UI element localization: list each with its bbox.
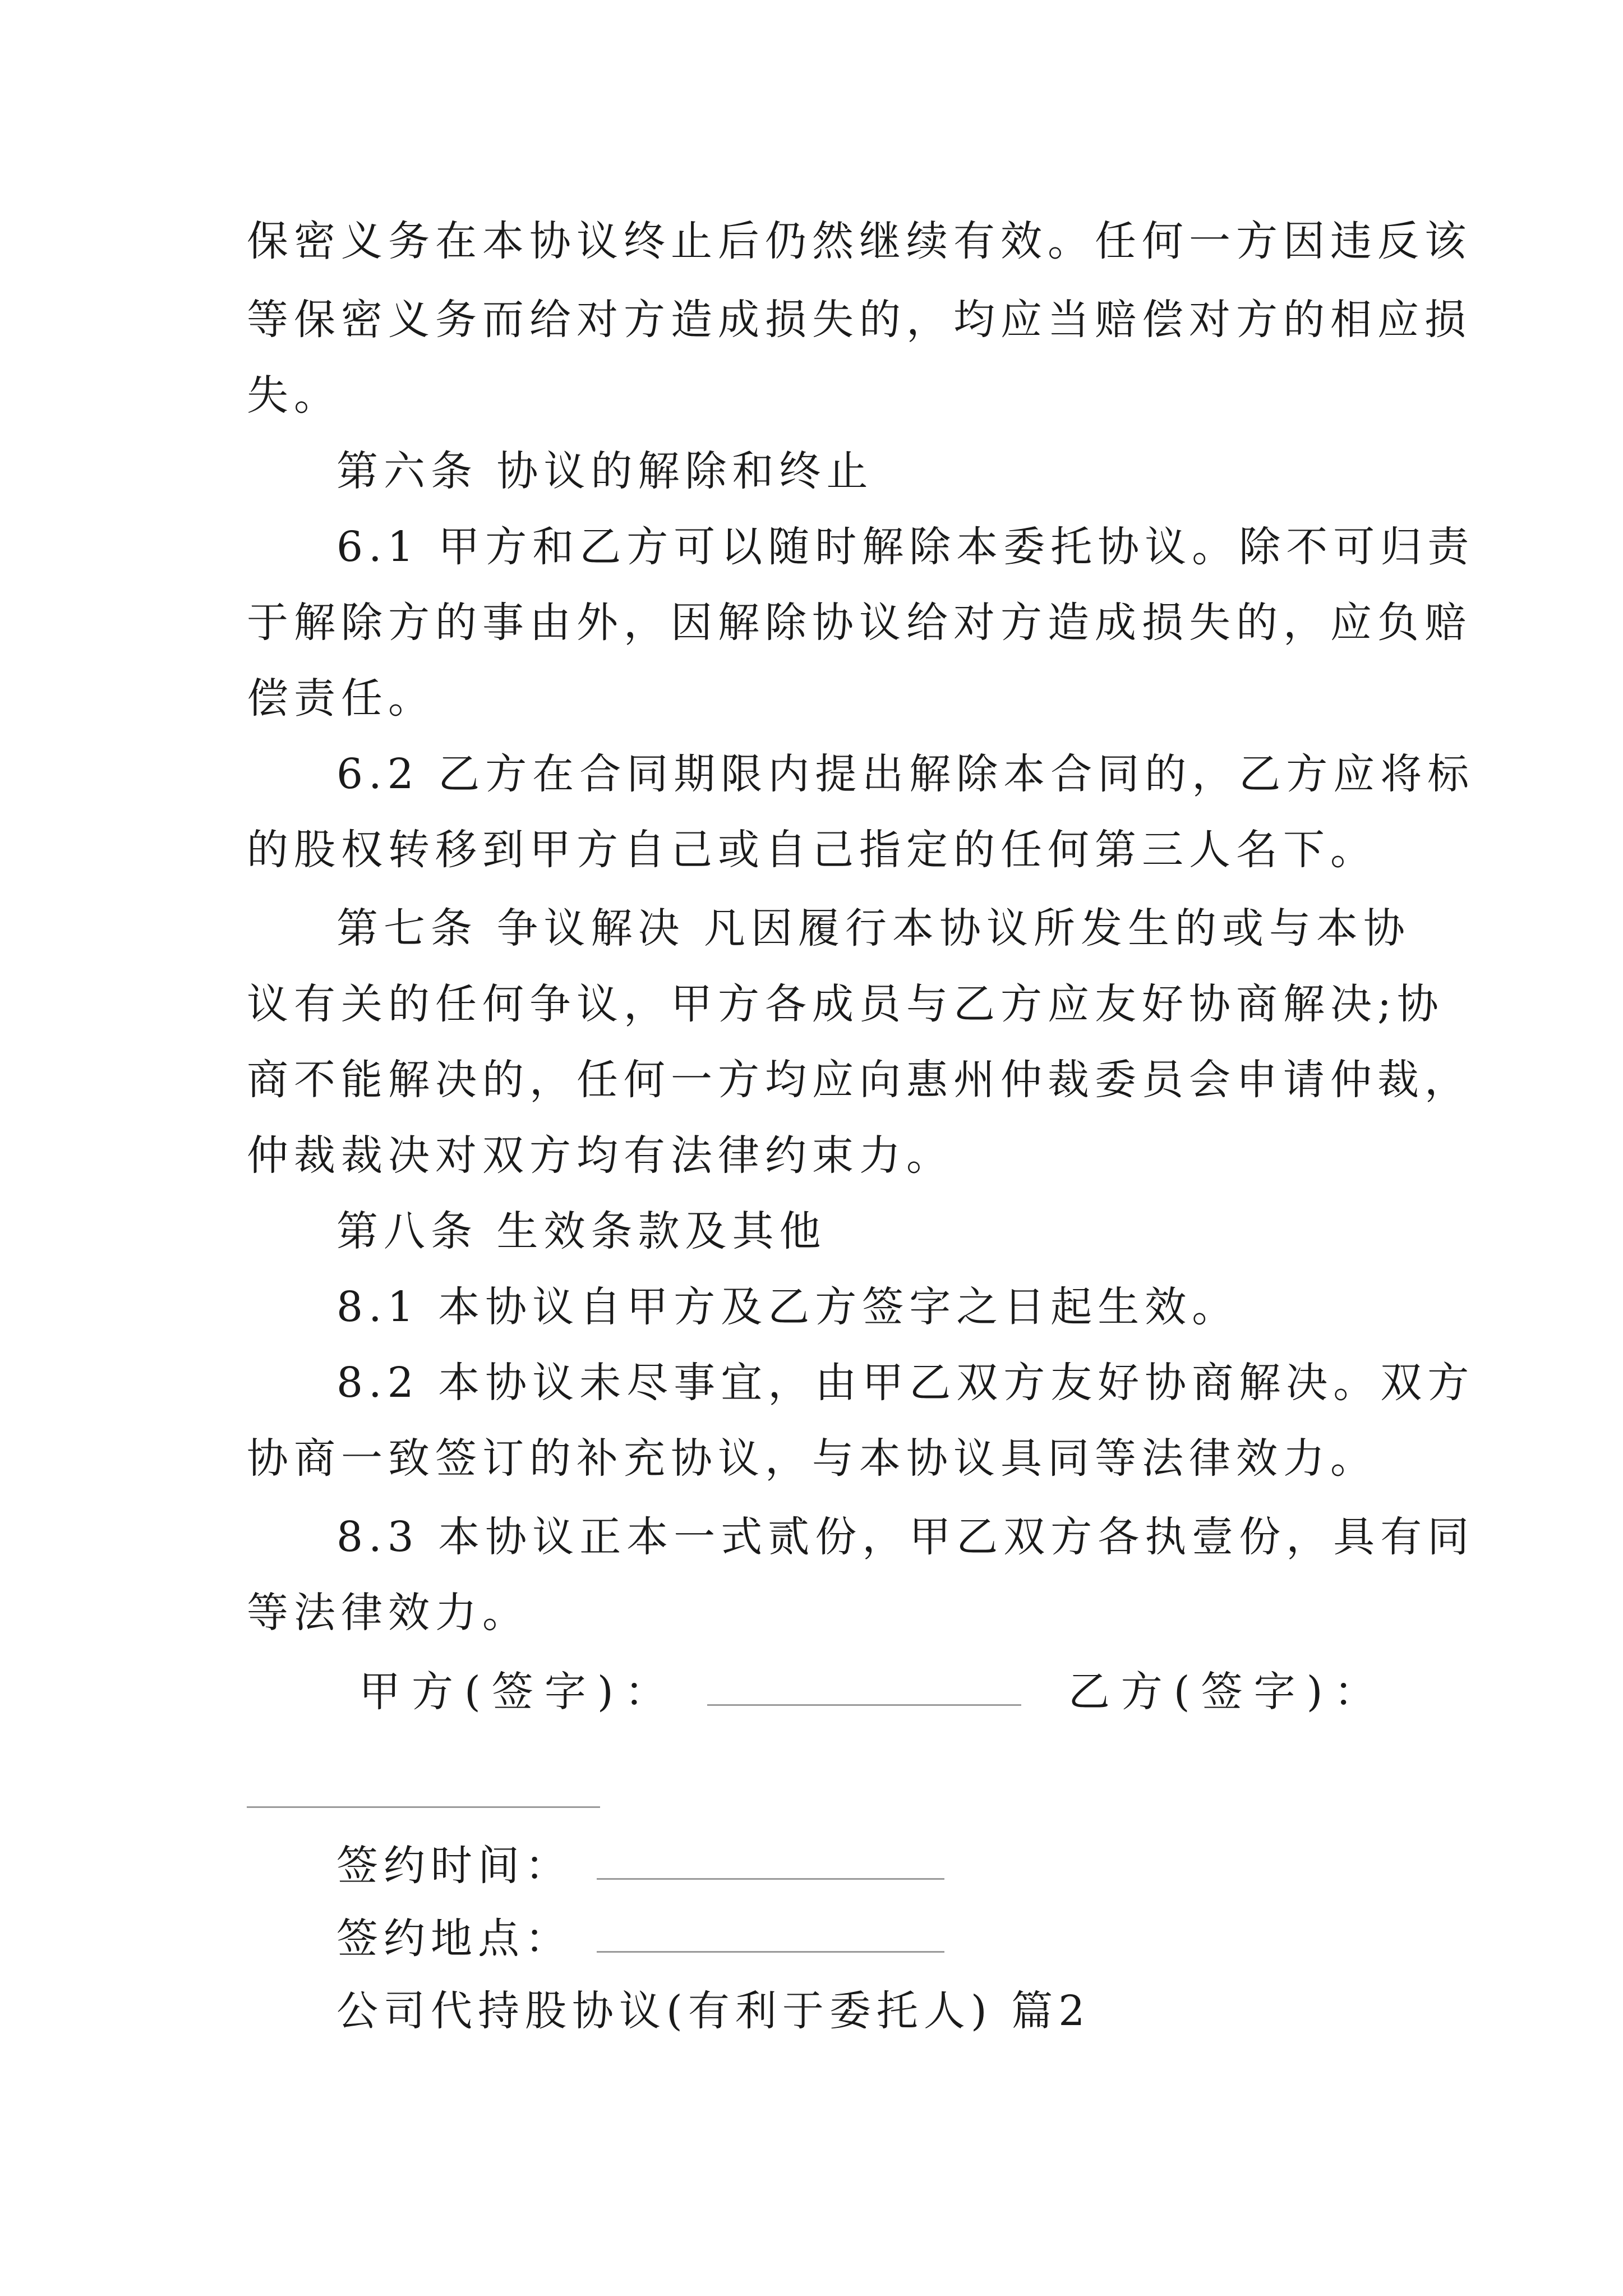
text-line: 保密义务在本协议终止后仍然继续有效。任何一方因违反该 [247, 217, 1472, 265]
clause-text: 8.3 本协议正本一式贰份，甲乙双方各执壹份，具有同 [336, 1513, 1475, 1561]
text-line: 的股权转移到甲方自己或自己指定的任何第三人名下。 [247, 826, 1377, 874]
clause-text: 8.1 本协议自甲方及乙方签字之日起生效。 [336, 1283, 1239, 1331]
text-line: 仲裁裁决对双方均有法律约束力。 [247, 1131, 953, 1180]
article-heading: 第六条 协议的解除和终止 [336, 447, 874, 495]
next-section-title: 公司代持股协议(有利于委托人) 篇2 [336, 1987, 1091, 2035]
signing-date-label: 签约时间： [336, 1842, 572, 1890]
text-line: 偿责任。 [247, 674, 435, 723]
text-line: 失。 [247, 371, 341, 420]
signing-place-row [336, 1907, 1492, 1967]
party-b-signature-label: 乙方(签字)： [1068, 1668, 1387, 1716]
signing-place-label: 签约地点： [336, 1915, 572, 1963]
signing-date-row [336, 1834, 1492, 1894]
article-heading: 第七条 争议解决 凡因履行本协议所发生的或与本协 [336, 904, 1411, 953]
party-a-signature-label: 甲方(签字)： [359, 1668, 677, 1716]
clause-text: 6.1 甲方和乙方可以随时解除本委托协议。除不可归责 [336, 523, 1475, 571]
article-heading: 第八条 生效条款及其他 [336, 1207, 827, 1255]
text-line: 协商一致签订的补充协议，与本协议具同等法律效力。 [247, 1434, 1377, 1483]
party-b-signature-blank [247, 1806, 600, 1808]
signing-date-blank [597, 1834, 944, 1880]
signing-place-blank [597, 1907, 944, 1953]
party-a-signature-blank [707, 1660, 1021, 1706]
text-line: 等法律效力。 [247, 1589, 529, 1637]
signature-row [359, 1660, 1402, 1720]
clause-text: 6.2 乙方在合同期限内提出解除本合同的，乙方应将标 [336, 750, 1475, 798]
clause-text: 8.2 本协议未尽事宜，由甲乙双方友好协商解决。双方 [336, 1359, 1475, 1407]
text-line: 等保密义务而给对方造成损失的，均应当赔偿对方的相应损 [247, 296, 1472, 344]
text-line: 商不能解决的，任何一方均应向惠州仲裁委员会申请仲裁， [247, 1056, 1472, 1104]
text-line: 于解除方的事由外，因解除协议给对方造成损失的，应负赔 [247, 599, 1472, 647]
text-line: 议有关的任何争议，甲方各成员与乙方应友好协商解决;协 [247, 980, 1444, 1028]
